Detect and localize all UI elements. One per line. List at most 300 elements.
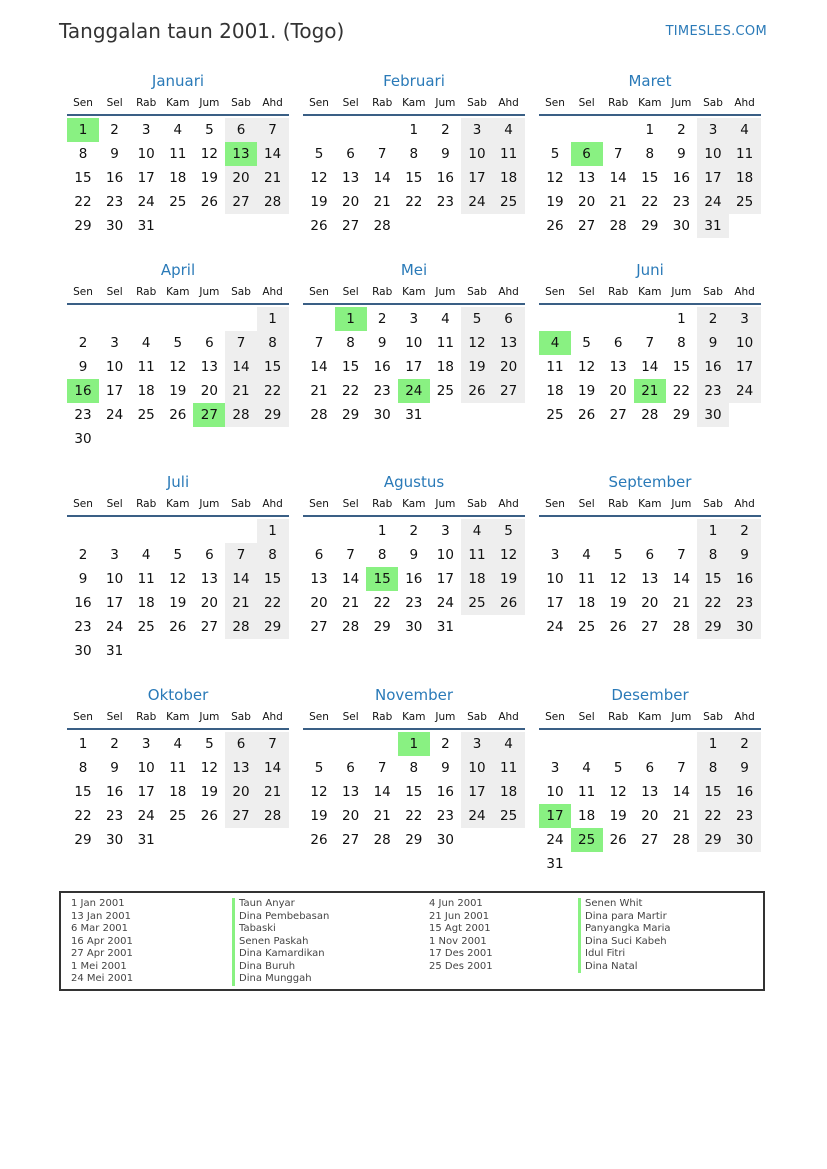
- day-cell: 23: [74, 407, 92, 423]
- day-cell: 24: [106, 619, 124, 635]
- header-rule: [539, 515, 761, 517]
- day-cell: 19: [609, 595, 627, 611]
- holiday-day-cell: 13: [225, 142, 257, 166]
- day-cell: 12: [200, 760, 218, 776]
- month-name: Januari: [151, 72, 205, 90]
- day-cell: 21: [342, 595, 360, 611]
- day-cell: 30: [436, 832, 454, 848]
- day-cell: 29: [74, 218, 92, 234]
- day-cell: 23: [672, 194, 690, 210]
- day-cell: 6: [613, 335, 623, 351]
- day-cell: 8: [697, 756, 729, 780]
- day-cell: 16: [436, 170, 454, 186]
- day-cell: 1: [257, 307, 289, 331]
- day-cell: 5: [314, 146, 324, 162]
- day-cell: 18: [461, 567, 493, 591]
- weekday-header: Kam: [638, 97, 662, 109]
- day-cell: 26: [578, 407, 596, 423]
- day-cell: 13: [200, 571, 218, 587]
- weekday-header: Rab: [608, 498, 629, 510]
- legend-date: 4 Jun 2001: [429, 898, 483, 909]
- month-name: Agustus: [383, 473, 445, 491]
- weekday-header: Sel: [106, 711, 123, 723]
- day-cell: 12: [461, 331, 493, 355]
- day-cell: 9: [729, 756, 761, 780]
- day-cell: 8: [409, 146, 419, 162]
- day-cell: 12: [609, 571, 627, 587]
- day-cell: 27: [609, 407, 627, 423]
- day-cell: 28: [672, 619, 690, 635]
- legend-holiday-name: Dina Munggah: [232, 973, 312, 986]
- day-cell: 11: [137, 571, 155, 587]
- day-cell: 17: [137, 784, 155, 800]
- day-cell: 17: [436, 571, 454, 587]
- day-cell: 10: [405, 335, 423, 351]
- day-cell: 8: [257, 543, 289, 567]
- day-cell: 15: [672, 359, 690, 375]
- day-cell: 12: [546, 170, 564, 186]
- day-cell: 21: [672, 808, 690, 824]
- day-cell: 25: [729, 190, 761, 214]
- day-cell: 5: [493, 519, 525, 543]
- day-cell: 2: [441, 736, 450, 752]
- holiday-day-cell: 4: [539, 331, 571, 355]
- day-cell: 26: [200, 194, 218, 210]
- day-cell: 12: [609, 784, 627, 800]
- day-cell: 15: [257, 567, 289, 591]
- weekday-header: Rab: [136, 711, 157, 723]
- weekday-header: Ahd: [262, 498, 283, 510]
- day-cell: 28: [225, 403, 257, 427]
- day-cell: 14: [257, 142, 289, 166]
- day-cell: 2: [377, 311, 387, 327]
- day-cell: 18: [137, 383, 155, 399]
- legend-holiday-name: Dina Suci Kabeh: [578, 936, 667, 949]
- day-cell: 23: [729, 804, 761, 828]
- day-cell: 4: [582, 547, 591, 563]
- day-cell: 2: [110, 736, 119, 752]
- weekday-header: Sel: [578, 711, 595, 723]
- day-cell: 21: [257, 166, 289, 190]
- day-cell: 25: [461, 591, 493, 615]
- weekday-header: Jum: [671, 97, 692, 109]
- month-name: Desember: [611, 686, 689, 704]
- day-cell: 4: [441, 311, 450, 327]
- holiday-day-cell: 1: [335, 307, 367, 331]
- day-cell: 5: [613, 760, 623, 776]
- header-rule: [67, 515, 289, 517]
- weekday-header: Rab: [372, 498, 393, 510]
- day-cell: 4: [173, 736, 183, 752]
- day-cell: 19: [310, 808, 328, 824]
- day-cell: 7: [645, 335, 655, 351]
- day-cell: 3: [110, 335, 119, 351]
- weekday-header: Sab: [703, 286, 723, 298]
- day-cell: 7: [377, 146, 387, 162]
- day-cell: 15: [641, 170, 659, 186]
- legend-holiday-name: Idul Fitri: [578, 948, 625, 961]
- day-cell: 4: [173, 122, 183, 138]
- weekday-header: Sen: [73, 498, 93, 510]
- day-cell: 20: [493, 355, 525, 379]
- weekday-header: Sab: [703, 498, 723, 510]
- day-cell: 4: [141, 335, 151, 351]
- day-cell: 16: [106, 784, 124, 800]
- weekday-header: Rab: [608, 97, 629, 109]
- day-cell: 26: [609, 619, 627, 635]
- weekday-header: Sel: [106, 286, 123, 298]
- legend-date: 6 Mar 2001: [71, 923, 129, 934]
- day-cell: 9: [110, 760, 119, 776]
- day-cell: 8: [697, 543, 729, 567]
- weekday-header: Jum: [199, 286, 220, 298]
- day-cell: 17: [405, 359, 423, 375]
- day-cell: 25: [436, 383, 454, 399]
- weekday-header: Rab: [136, 97, 157, 109]
- day-cell: 24: [729, 379, 761, 403]
- day-cell: 30: [729, 615, 761, 639]
- day-cell: 3: [729, 307, 761, 331]
- weekday-header: Jum: [435, 286, 456, 298]
- legend-date: 16 Apr 2001: [71, 935, 133, 947]
- weekday-header: Jum: [435, 711, 456, 723]
- day-cell: 7: [314, 335, 324, 351]
- day-cell: 11: [729, 142, 761, 166]
- day-cell: 10: [461, 756, 493, 780]
- day-cell: 26: [169, 407, 187, 423]
- day-cell: 18: [493, 166, 525, 190]
- day-cell: 17: [106, 595, 124, 611]
- legend-holiday-name: Senen Paskah: [232, 936, 309, 949]
- day-cell: 1: [78, 736, 88, 752]
- day-cell: 3: [141, 122, 151, 138]
- day-cell: 30: [729, 828, 761, 852]
- day-cell: 23: [436, 194, 454, 210]
- weekday-header: Sab: [231, 498, 251, 510]
- day-cell: 11: [436, 335, 454, 351]
- weekday-header: Sen: [73, 711, 93, 723]
- day-cell: 22: [405, 808, 423, 824]
- day-cell: 10: [137, 760, 155, 776]
- day-cell: 26: [461, 379, 493, 403]
- day-cell: 18: [169, 784, 187, 800]
- header-rule: [539, 728, 761, 730]
- day-cell: 20: [310, 595, 328, 611]
- day-cell: 10: [436, 547, 454, 563]
- day-cell: 2: [729, 519, 761, 543]
- holiday-day-cell: 27: [193, 403, 225, 427]
- day-cell: 23: [106, 194, 124, 210]
- header-rule: [67, 114, 289, 116]
- weekday-header: Kam: [402, 286, 426, 298]
- weekday-header: Ahd: [262, 711, 283, 723]
- weekday-header: Jum: [671, 711, 692, 723]
- day-cell: 7: [225, 543, 257, 567]
- weekday-header: Sen: [73, 97, 93, 109]
- weekday-header: Kam: [166, 97, 190, 109]
- day-cell: 27: [310, 619, 328, 635]
- weekday-header: Kam: [166, 286, 190, 298]
- day-cell: 15: [342, 359, 360, 375]
- day-cell: 23: [74, 619, 92, 635]
- day-cell: 14: [225, 567, 257, 591]
- holiday-day-cell: 1: [67, 118, 99, 142]
- day-cell: 29: [342, 407, 360, 423]
- holiday-day-cell: 15: [366, 567, 398, 591]
- weekday-header: Sab: [467, 498, 487, 510]
- day-cell: 10: [106, 571, 124, 587]
- weekday-header: Kam: [166, 498, 190, 510]
- header-rule: [303, 515, 525, 517]
- day-cell: 16: [729, 567, 761, 591]
- day-cell: 3: [141, 736, 151, 752]
- month-name: Juni: [636, 261, 664, 279]
- day-cell: 17: [546, 595, 564, 611]
- day-cell: 26: [609, 832, 627, 848]
- day-cell: 31: [546, 856, 564, 872]
- day-cell: 29: [697, 615, 729, 639]
- weekday-header: Sab: [231, 286, 251, 298]
- day-cell: 15: [405, 784, 423, 800]
- day-cell: 29: [74, 832, 92, 848]
- month-name: Juli: [166, 473, 190, 491]
- month-name: Maret: [628, 72, 672, 90]
- day-cell: 23: [106, 808, 124, 824]
- day-cell: 4: [729, 118, 761, 142]
- day-cell: 13: [342, 170, 360, 186]
- day-cell: 21: [609, 194, 627, 210]
- header-rule: [303, 114, 525, 116]
- day-cell: 26: [169, 619, 187, 635]
- weekday-header: Sel: [342, 286, 359, 298]
- weekday-header: Jum: [671, 286, 692, 298]
- day-cell: 13: [641, 571, 659, 587]
- day-cell: 11: [546, 359, 564, 375]
- day-cell: 20: [609, 383, 627, 399]
- legend-holiday-name: Taun Anyar: [232, 898, 295, 911]
- day-cell: 19: [609, 808, 627, 824]
- day-cell: 28: [373, 218, 391, 234]
- day-cell: 18: [578, 808, 596, 824]
- day-cell: 1: [697, 732, 729, 756]
- day-cell: 21: [672, 595, 690, 611]
- day-cell: 25: [578, 619, 596, 635]
- weekday-header: Sen: [545, 711, 565, 723]
- month-name: April: [160, 261, 196, 279]
- day-cell: 6: [346, 760, 355, 776]
- day-cell: 18: [137, 595, 155, 611]
- day-cell: 17: [106, 383, 124, 399]
- day-cell: 21: [257, 780, 289, 804]
- month-name: November: [374, 686, 454, 704]
- day-cell: 2: [697, 307, 729, 331]
- day-cell: 30: [74, 431, 92, 447]
- day-cell: 25: [137, 619, 155, 635]
- weekday-header: Jum: [199, 498, 220, 510]
- day-cell: 7: [613, 146, 623, 162]
- day-cell: 15: [74, 170, 92, 186]
- day-cell: 16: [436, 784, 454, 800]
- day-cell: 29: [641, 218, 659, 234]
- weekday-header: Jum: [199, 97, 220, 109]
- day-cell: 30: [405, 619, 423, 635]
- weekday-header: Ahd: [262, 286, 283, 298]
- day-cell: 17: [729, 355, 761, 379]
- day-cell: 27: [342, 832, 360, 848]
- header-rule: [303, 728, 525, 730]
- day-cell: 14: [672, 571, 690, 587]
- day-cell: 15: [697, 567, 729, 591]
- month-name: Februari: [383, 72, 445, 90]
- weekday-header: Ahd: [262, 97, 283, 109]
- day-cell: 29: [672, 407, 690, 423]
- day-cell: 13: [609, 359, 627, 375]
- day-cell: 31: [106, 643, 124, 659]
- weekday-header: Sel: [578, 498, 595, 510]
- day-cell: 24: [106, 407, 124, 423]
- day-cell: 16: [405, 571, 423, 587]
- day-cell: 9: [729, 543, 761, 567]
- legend-date: 13 Jan 2001: [71, 910, 131, 922]
- day-cell: 20: [225, 780, 257, 804]
- weekday-header: Sen: [73, 286, 93, 298]
- day-cell: 12: [310, 784, 328, 800]
- day-cell: 28: [225, 615, 257, 639]
- day-cell: 26: [546, 218, 564, 234]
- weekday-header: Kam: [402, 711, 426, 723]
- day-cell: 14: [225, 355, 257, 379]
- day-cell: 24: [137, 808, 155, 824]
- legend-holiday-name: Dina Natal: [578, 961, 638, 974]
- day-cell: 11: [461, 543, 493, 567]
- day-cell: 9: [377, 335, 387, 351]
- day-cell: 10: [546, 571, 564, 587]
- day-cell: 21: [373, 808, 391, 824]
- day-cell: 25: [137, 407, 155, 423]
- day-cell: 7: [225, 331, 257, 355]
- weekday-header: Ahd: [498, 498, 519, 510]
- day-cell: 10: [106, 359, 124, 375]
- day-cell: 10: [137, 146, 155, 162]
- weekday-header: Sab: [703, 97, 723, 109]
- day-cell: 3: [441, 523, 450, 539]
- weekday-header: Sab: [703, 711, 723, 723]
- day-cell: 11: [493, 142, 525, 166]
- header-rule: [67, 303, 289, 305]
- day-cell: 19: [546, 194, 564, 210]
- day-cell: 30: [697, 403, 729, 427]
- day-cell: 12: [578, 359, 596, 375]
- day-cell: 22: [697, 804, 729, 828]
- day-cell: 13: [342, 784, 360, 800]
- day-cell: 14: [310, 359, 328, 375]
- weekday-header: Sab: [467, 711, 487, 723]
- day-cell: 2: [677, 122, 686, 138]
- weekday-header: Kam: [166, 711, 190, 723]
- day-cell: 10: [546, 784, 564, 800]
- day-cell: 8: [78, 146, 88, 162]
- day-cell: 27: [641, 619, 659, 635]
- day-cell: 8: [257, 331, 289, 355]
- day-cell: 19: [169, 383, 187, 399]
- day-cell: 9: [677, 146, 686, 162]
- brand-link[interactable]: TIMESLES.COM: [665, 24, 767, 39]
- day-cell: 28: [641, 407, 659, 423]
- day-cell: 31: [137, 832, 155, 848]
- day-cell: 19: [493, 567, 525, 591]
- day-cell: 1: [257, 519, 289, 543]
- header-rule: [303, 303, 525, 305]
- day-cell: 12: [169, 359, 187, 375]
- legend-holiday-name: Dina Kamardikan: [232, 948, 325, 961]
- day-cell: 31: [137, 218, 155, 234]
- weekday-header: Sen: [309, 498, 329, 510]
- day-cell: 24: [546, 832, 564, 848]
- weekday-header: Sel: [578, 97, 595, 109]
- day-cell: 24: [546, 619, 564, 635]
- day-cell: 18: [578, 595, 596, 611]
- day-cell: 27: [225, 804, 257, 828]
- weekday-header: Ahd: [498, 711, 519, 723]
- day-cell: 10: [729, 331, 761, 355]
- day-cell: 3: [550, 760, 560, 776]
- day-cell: 20: [641, 808, 659, 824]
- weekday-header: Rab: [136, 498, 157, 510]
- day-cell: 9: [78, 359, 88, 375]
- legend-date: 15 Agt 2001: [429, 923, 491, 934]
- day-cell: 15: [405, 170, 423, 186]
- legend-holiday-name: Tabaski: [232, 923, 276, 936]
- weekday-header: Sel: [578, 286, 595, 298]
- day-cell: 27: [342, 218, 360, 234]
- weekday-header: Sen: [309, 711, 329, 723]
- weekday-header: Jum: [435, 97, 456, 109]
- day-cell: 20: [342, 194, 360, 210]
- day-cell: 28: [342, 619, 360, 635]
- day-cell: 8: [346, 335, 355, 351]
- weekday-header: Ahd: [734, 498, 755, 510]
- day-cell: 9: [409, 547, 419, 563]
- day-cell: 24: [436, 595, 454, 611]
- day-cell: 18: [729, 166, 761, 190]
- day-cell: 8: [409, 760, 419, 776]
- day-cell: 7: [257, 118, 289, 142]
- day-cell: 29: [257, 403, 289, 427]
- day-cell: 9: [697, 331, 729, 355]
- weekday-header: Rab: [608, 286, 629, 298]
- day-cell: 29: [373, 619, 391, 635]
- day-cell: 22: [257, 591, 289, 615]
- day-cell: 17: [697, 166, 729, 190]
- day-cell: 6: [225, 732, 257, 756]
- day-cell: 20: [225, 166, 257, 190]
- day-cell: 15: [257, 355, 289, 379]
- day-cell: 16: [373, 359, 391, 375]
- weekday-header: Sel: [106, 97, 123, 109]
- day-cell: 14: [672, 784, 690, 800]
- day-cell: 30: [672, 218, 690, 234]
- day-cell: 4: [493, 118, 525, 142]
- day-cell: 2: [729, 732, 761, 756]
- day-cell: 11: [169, 146, 187, 162]
- day-cell: 26: [310, 218, 328, 234]
- weekday-header: Sab: [467, 97, 487, 109]
- header-rule: [67, 728, 289, 730]
- day-cell: 22: [257, 379, 289, 403]
- day-cell: 27: [200, 619, 218, 635]
- holiday-day-cell: 17: [539, 804, 571, 828]
- day-cell: 10: [697, 142, 729, 166]
